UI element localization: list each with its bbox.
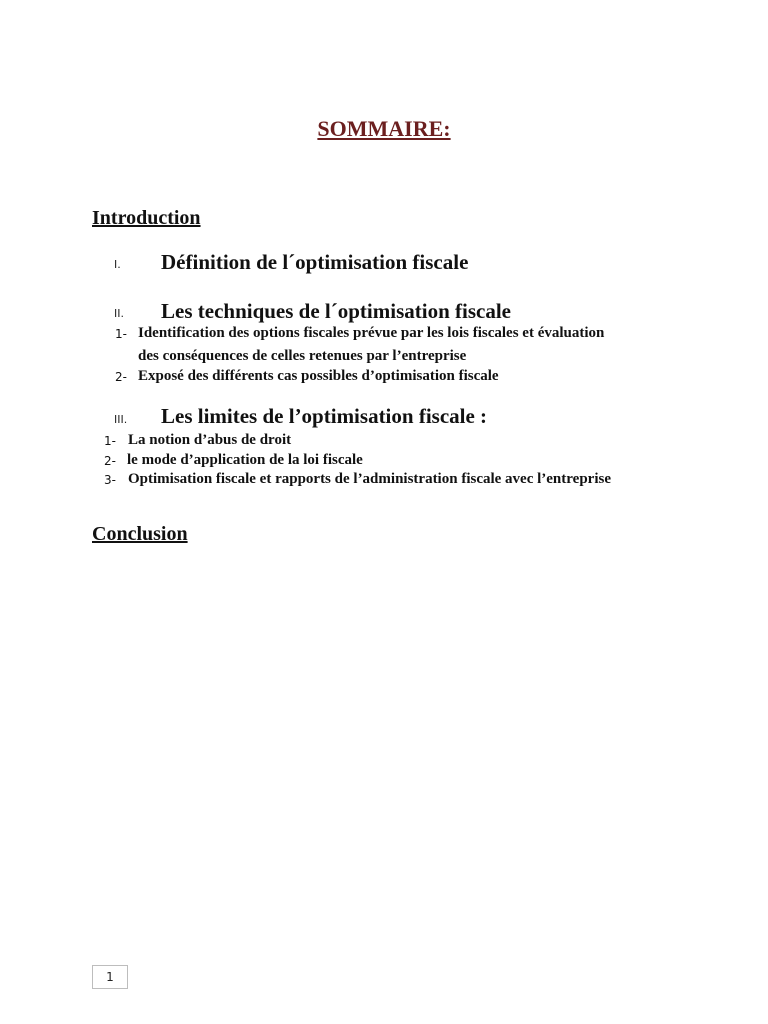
section-numeral: III. [114,413,128,426]
subitem-text: Exposé des différents cas possibles d’optimisation fiscale [138,368,499,384]
section-heading: Définition de l´optimisation fiscale [161,250,469,274]
subitem-number: 1- [115,327,127,341]
conclusion-heading: Conclusion [92,523,188,545]
subitem-number: 1- [104,434,116,448]
subitem-text: Identification des options fiscales prévue par les lois fiscales et évaluation [138,325,605,341]
section-heading: Les limites de l’optimisation fiscale : [161,404,488,428]
subitem-text: La notion d’abus de droit [128,432,292,448]
toc-section-1 [0,250,768,278]
subitem-number: 3- [104,473,116,487]
subitem-number: 2- [104,454,116,468]
subitem-text: le mode d’application de la loi fiscale [127,452,363,468]
subitem-text: Optimisation fiscale et rapports de l’administration fiscale avec l’entreprise [128,471,611,487]
document-title: SOMMAIRE: [317,116,451,141]
section-numeral: II. [114,307,124,320]
subitem-text-continued: des conséquences de celles retenues par l’entreprise [138,348,467,364]
toc-section-3 [0,404,768,432]
subitem-number: 2- [115,370,127,384]
section-numeral: I. [114,258,121,271]
page-number-box: 1 [92,965,128,989]
introduction-heading: Introduction [92,207,201,229]
section-heading: Les techniques de l´optimisation fiscale [161,299,511,323]
